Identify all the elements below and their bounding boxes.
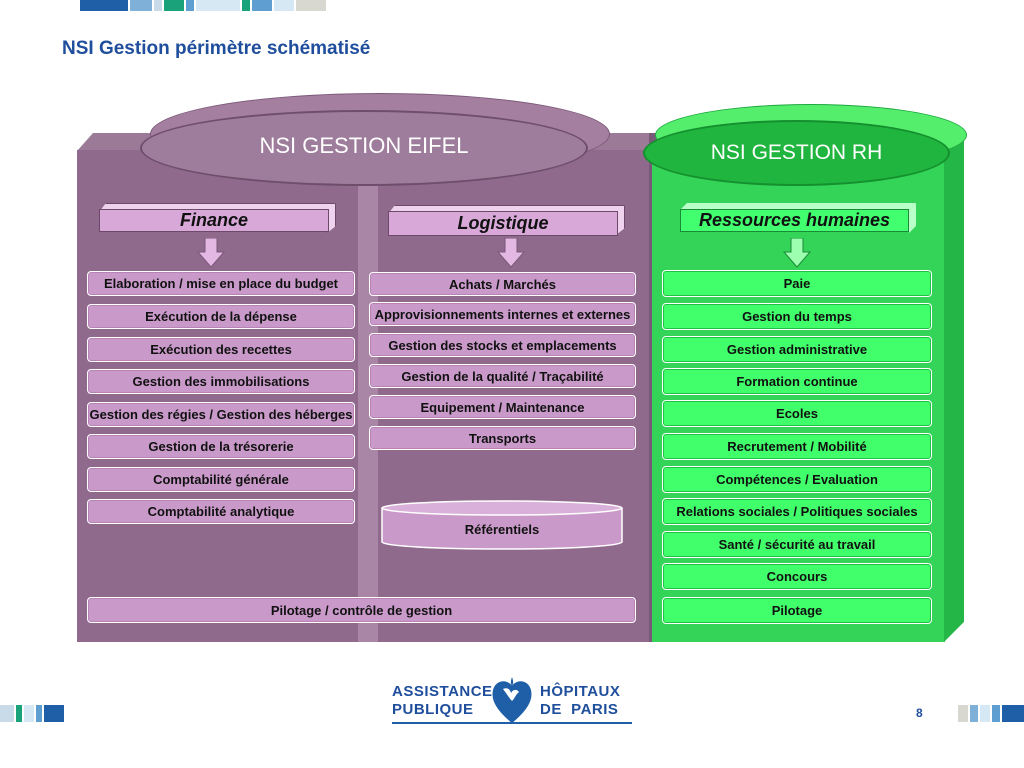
logistique-header-label: Logistique bbox=[388, 211, 618, 236]
rh-arrow-down-icon bbox=[783, 238, 811, 268]
logistique-item: Achats / Marchés bbox=[369, 272, 636, 296]
rh-title: NSI GESTION RH bbox=[710, 141, 883, 164]
referentiels-cylinder bbox=[381, 500, 623, 550]
strip-block bbox=[164, 0, 184, 11]
rh-item: Paie bbox=[662, 270, 932, 297]
logistique-arrow-down-icon bbox=[497, 238, 525, 268]
eifel-cylinder bbox=[140, 110, 588, 186]
logistique-item: Transports bbox=[369, 426, 636, 450]
footer-strip-block bbox=[16, 705, 22, 722]
rh-item: Ecoles bbox=[662, 400, 932, 427]
rh-item: Gestion administrative bbox=[662, 336, 932, 363]
rh-item: Compétences / Evaluation bbox=[662, 466, 932, 493]
pilotage-controle-gestion: Pilotage / contrôle de gestion bbox=[87, 597, 636, 623]
strip-block bbox=[296, 0, 326, 11]
logo-text-publique: PUBLIQUE bbox=[392, 701, 474, 718]
rh-header-label: Ressources humaines bbox=[680, 209, 909, 232]
finance-item: Comptabilité analytique bbox=[87, 499, 355, 524]
finance-item: Gestion des immobilisations bbox=[87, 369, 355, 394]
footer-strip-block bbox=[24, 705, 34, 722]
logo-underline bbox=[392, 722, 632, 724]
logistique-item: Approvisionnements internes et externes bbox=[369, 302, 636, 326]
aphp-logo bbox=[392, 675, 634, 727]
logistique-item: Gestion des stocks et emplacements bbox=[369, 333, 636, 357]
footer-strip-block bbox=[36, 705, 42, 722]
finance-arrow-down-icon bbox=[197, 238, 225, 268]
strip-block bbox=[154, 0, 162, 11]
rh-item: Formation continue bbox=[662, 368, 932, 395]
eifel-title: NSI GESTION EIFEL bbox=[259, 133, 469, 158]
strip-block bbox=[252, 0, 272, 11]
strip-block bbox=[130, 0, 152, 11]
page-number: 8 bbox=[916, 706, 923, 720]
referentiels-label: Référentiels bbox=[464, 522, 540, 537]
logo-text-hopitaux: HÔPITAUX bbox=[540, 683, 621, 700]
finance-item: Exécution de la dépense bbox=[87, 304, 355, 329]
strip-block bbox=[186, 0, 194, 11]
strip-block bbox=[274, 0, 294, 11]
strip-block bbox=[196, 0, 240, 11]
rh-item: Gestion du temps bbox=[662, 303, 932, 330]
rh-item: Santé / sécurité au travail bbox=[662, 531, 932, 558]
finance-item: Exécution des recettes bbox=[87, 337, 355, 362]
rh-item: Recrutement / Mobilité bbox=[662, 433, 932, 460]
finance-item: Elaboration / mise en place du budget bbox=[87, 271, 355, 296]
rh-block-side bbox=[944, 140, 964, 642]
logistique-item: Equipement / Maintenance bbox=[369, 395, 636, 419]
logo-text-assistance: ASSISTANCE bbox=[392, 683, 493, 700]
heart-emblem-icon bbox=[489, 675, 535, 725]
footer-strip-block bbox=[992, 705, 1000, 722]
finance-item: Gestion de la trésorerie bbox=[87, 434, 355, 459]
strip-block bbox=[80, 0, 128, 11]
rh-header bbox=[680, 203, 916, 230]
logistique-header bbox=[388, 205, 625, 233]
finance-item: Comptabilité générale bbox=[87, 467, 355, 492]
footer-strip-block bbox=[0, 705, 14, 722]
finance-header-label: Finance bbox=[99, 209, 329, 232]
strip-block bbox=[242, 0, 250, 11]
footer-strip-block bbox=[970, 705, 978, 722]
page-title: NSI Gestion périmètre schématisé bbox=[62, 38, 371, 59]
rh-item: Relations sociales / Politiques sociales bbox=[662, 498, 932, 525]
logistique-item: Gestion de la qualité / Traçabilité bbox=[369, 364, 636, 388]
rh-item: Pilotage bbox=[662, 597, 932, 624]
finance-item: Gestion des régies / Gestion des héberges bbox=[87, 402, 355, 427]
logo-text-de-paris: DE PARIS bbox=[540, 701, 619, 718]
footer-strip-block bbox=[958, 705, 968, 722]
footer-strip-block bbox=[980, 705, 990, 722]
footer-strip-block bbox=[44, 705, 64, 722]
rh-item: Concours bbox=[662, 563, 932, 590]
footer-strip-block bbox=[1002, 705, 1024, 722]
rh-cylinder bbox=[643, 120, 950, 186]
finance-header bbox=[99, 203, 336, 230]
